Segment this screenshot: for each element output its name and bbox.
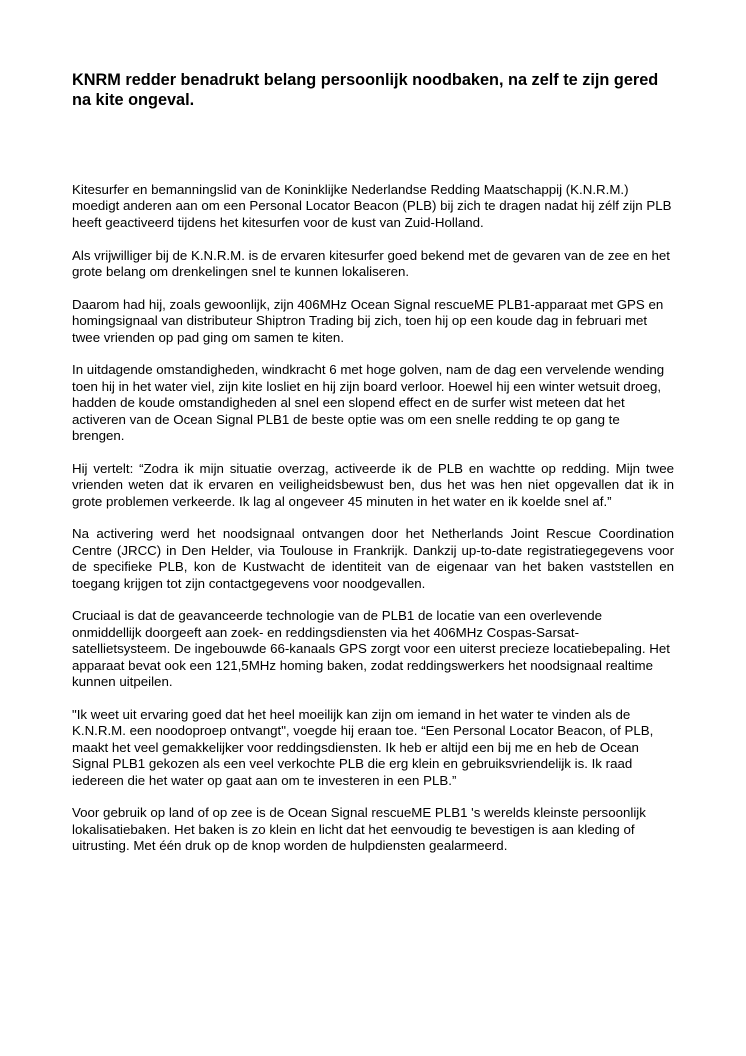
paragraph-device: Daarom had hij, zoals gewoonlijk, zijn 406MHz Ocean Signal rescueME PLB1-apparaat met GPS en homingsignaal van distributeur Shiptron Trading bij zich, toen hij op een koude dag in februari met twee vrienden op pad ging om samen te kiten.: [72, 296, 664, 345]
paragraph-incident: In uitdagende omstandigheden, windkracht 6 met hoge golven, nam de dag een vervelende wending toen hij in het water viel, zijn kite losliet en hij zijn board verloor. Hoewel hij een winter wetsuit droeg, hadden de koude omstandigheden al snel een slopend effect en de surfer wist meteen dat het activeren van de Ocean Signal PLB1 de beste optie was om een snelle redding te op gang te brengen.: [72, 362, 665, 444]
article-body: [72, 182, 674, 855]
paragraph-volunteer: Als vrijwilliger bij de K.N.R.M. is de ervaren kitesurfer goed bekend met de gevaren van de zee en het grote belang om drenkelingen snel te kunnen lokaliseren.: [72, 247, 670, 280]
paragraph-quote-activation: Hij vertelt: “Zodra ik mijn situatie overzag, activeerde ik de PLB en wachtte op redding. Mijn twee vrienden weten dat ik ervaren en veiligheidsbewust ben, dus het was hen niet opgevallen dat ik in grote problemen verkeerde. Ik lag al ongeveer 45 minuten in het water en ik koelde snel af.”: [72, 460, 674, 509]
paragraph-intro: Kitesurfer en bemanningslid van de Koninklijke Nederlandse Redding Maatschappij (K.N.R.M.) moedigt anderen aan om een Personal Locator Beacon (PLB) bij zich te dragen nadat hij zélf zijn PLB heeft geactiveerd tijdens het kitesurfen voor de kust van Zuid-Holland.: [72, 182, 672, 230]
page-title: KNRM redder benadrukt belang persoonlijk noodbaken, na zelf te zijn gered na kite ongeval.: [72, 71, 659, 109]
paragraph-jrcc: Na activering werd het noodsignaal ontvangen door het Netherlands Joint Rescue Coordination Centre (JRCC) in Den Helder, via Toulouse in Frankrijk. Dankzij up-to-date registratiegegevens voor de specifieke PLB, kon de Kustwacht de identiteit van de eigenaar van het baken vaststellen en toegang krijgen tot zijn contactgegevens voor noodgevallen.: [72, 526, 674, 591]
paragraph-product: Voor gebruik op land of op zee is de Ocean Signal rescueME PLB1 's werelds kleinste persoonlijk lokalisatiebaken. Het baken is zo klein en licht dat het eenvoudig te bevestigen is aan kleding of uitrusting. Met één druk op de knop worden de hulpdiensten gealarmeerd.: [72, 805, 646, 854]
paragraph-quote-experience: "Ik weet uit ervaring goed dat het heel moeilijk kan zijn om iemand in het water te vinden als de K.N.R.M. een noodoproep ontvangt", voegde hij eraan toe. “Een Personal Locator Beacon, of PLB, maakt het veel gemakkelijker voor reddingsdiensten. Ik heb er altijd een bij me en heb de Ocean Signal PLB1 gekozen als een veel verkochte PLB die erg klein en gebruiksvriendelijk is. Ik raad iedereen die het water op gaat aan om te investeren in een PLB.”: [72, 706, 654, 788]
paragraph-technology: Cruciaal is dat de geavanceerde technologie van de PLB1 de locatie van een overlevende onmiddellijk doorgeeft aan zoek- en reddingsdiensten via het 406MHz Cospas-Sarsat-satellietsysteem. De ingebouwde 66-kanaals GPS zorgt voor een uiterst precieze locatiebepaling. Het apparaat bevat ook een 121,5MHz homing baken, zodat reddingswerkers het noodsignaal realtime kunnen uitpeilen.: [72, 608, 670, 690]
